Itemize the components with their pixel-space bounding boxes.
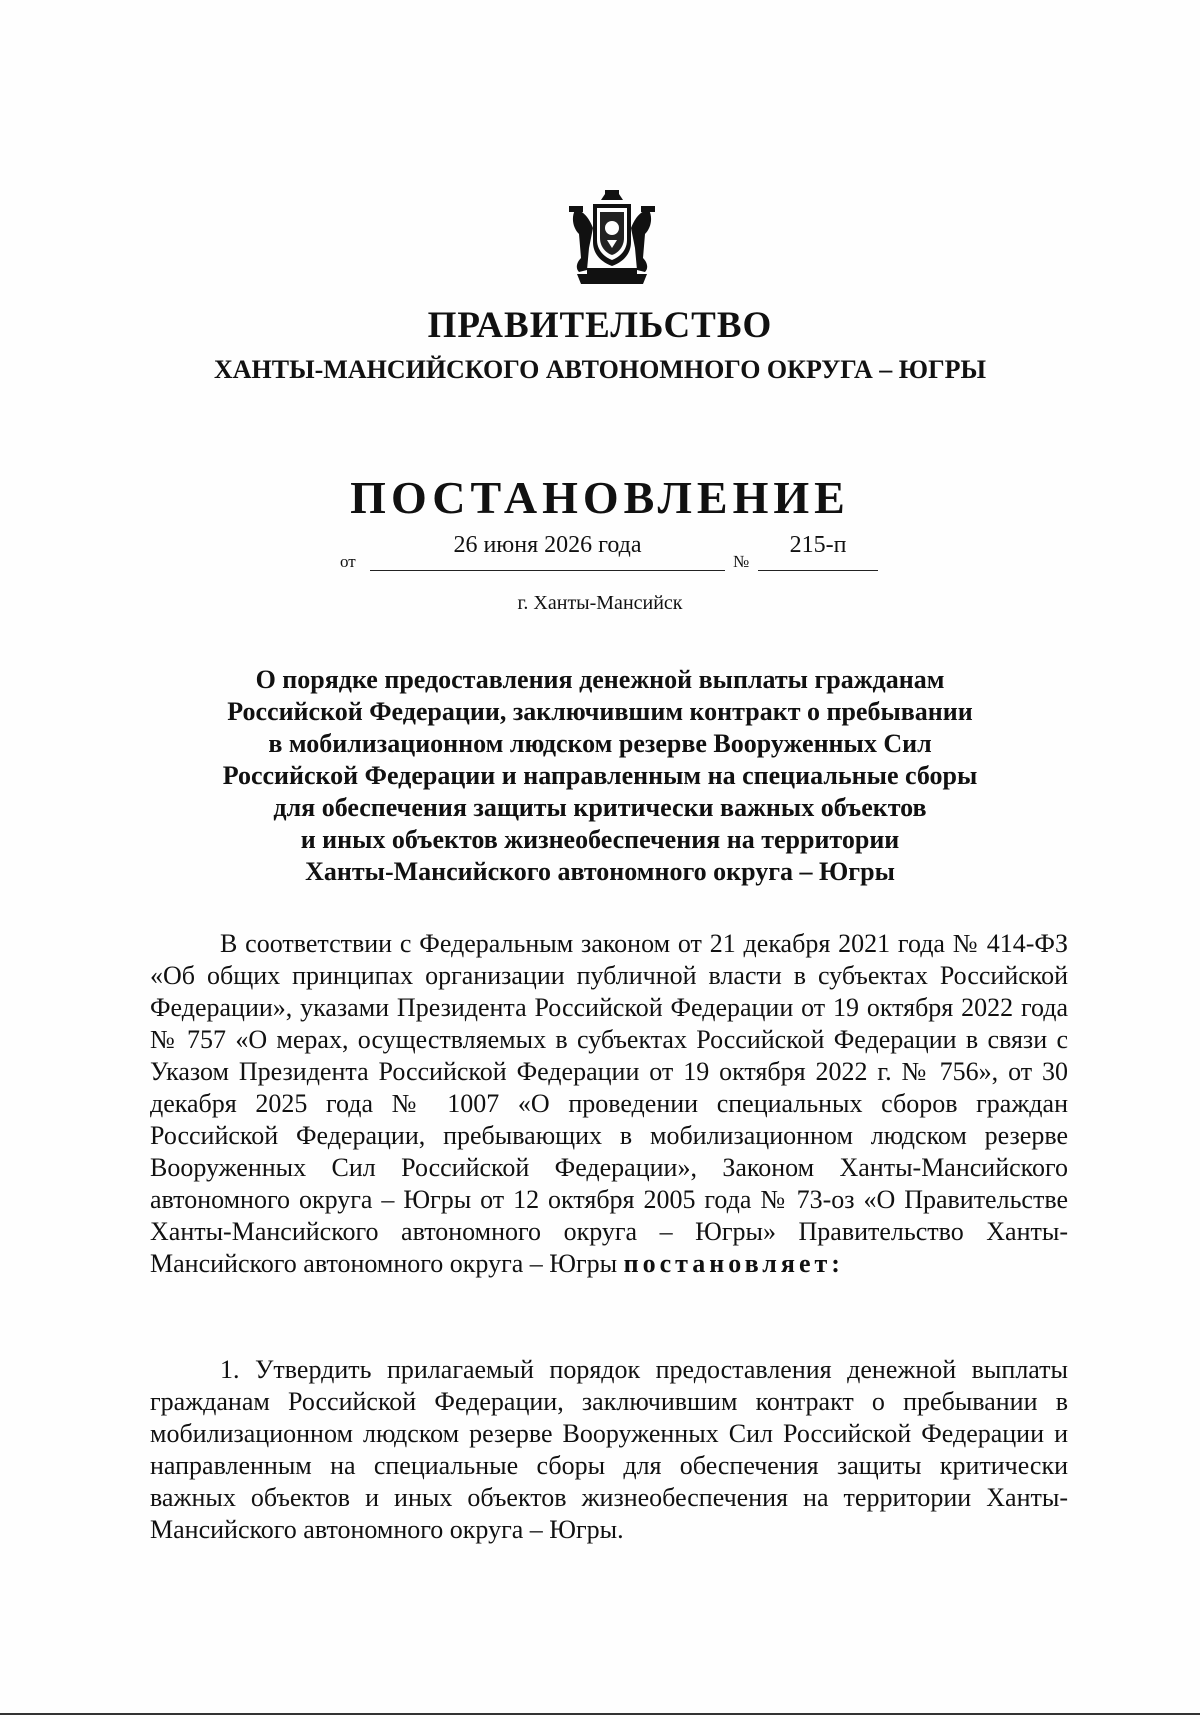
government-title: ПРАВИТЕЛЬСТВО xyxy=(427,305,773,346)
clause-1-paragraph: 1. Утвердить прилагаемый порядок предоставления денежной выплаты гражданам Российской Федерации, заключившим контракт о пребывании в мобилизационном людском резерве Вооруженных Сил Российской Федерации и направленным на специальные сборы для обеспечения защиты критически важных объектов и иных объектов жизнеобеспечения на территории Ханты-Мансийского автономного округа – Югры. xyxy=(150,1355,1068,1544)
heading-line: Российской Федерации, заключившим контракт о пребывании xyxy=(227,697,973,726)
region-title: ХАНТЫ-МАНСИЙСКОГО АВТОНОМНОГО ОКРУГА – ЮГРЫ xyxy=(213,355,987,384)
scan-edge-line xyxy=(0,1713,1200,1715)
number-underline xyxy=(758,570,878,571)
document-meta xyxy=(0,532,1200,572)
heading-line: и иных объектов жизнеобеспечения на территории xyxy=(300,825,900,854)
heading-line: для обеспечения защиты критически важных объектов xyxy=(273,793,927,822)
heading-line: Российской Федерации и направленным на специальные сборы xyxy=(222,761,978,790)
document-date: 26 июня 2026 года xyxy=(453,532,642,558)
preamble-paragraph xyxy=(150,928,1068,1280)
document-city: г. Ханты-Мансийск xyxy=(517,592,683,614)
heading-line: О порядке предоставления денежной выплаты гражданам xyxy=(255,665,945,694)
heading-line: Ханты-Мансийского автономного округа – Югры xyxy=(305,857,895,886)
resolves-word: постановляет: xyxy=(623,1249,844,1278)
coat-of-arms-emblem-icon xyxy=(567,188,657,288)
date-label: от xyxy=(340,552,356,571)
document-type: ПОСТАНОВЛЕНИЕ xyxy=(350,472,850,523)
document-heading xyxy=(150,664,1050,888)
heading-line: в мобилизационном людском резерве Вооруженных Сил xyxy=(268,729,932,758)
preamble-text: В соответствии с Федеральным законом от 21 декабря 2021 года № 414-ФЗ «Об общих принципах организации публичной власти в субъектах Российской Федерации», указами Президента Российской Федерации от 19 октября 2022 года № 757 «О мерах, осуществляемых в субъектах Российской Федерации в связи с Указом Президента Российской Федерации от 19 октября 2022 г. № 756», от 30 декабря 2025 года № 1007 «О проведении специальных сборов граждан Российской Федерации, пребывающих в мобилизационном людском резерве Вооруженных Сил Российской Федерации», Законом Ханты-Мансийского автономного округа – Югры от 12 октября 2005 года № 73-оз «О Правительстве Ханты-Мансийского автономного округа – Югры» Правительство Ханты-Мансийского автономного округа – Югры xyxy=(150,929,1068,1278)
number-label: № xyxy=(733,552,750,571)
date-underline xyxy=(370,570,725,571)
document-number: 215-п xyxy=(789,532,847,558)
